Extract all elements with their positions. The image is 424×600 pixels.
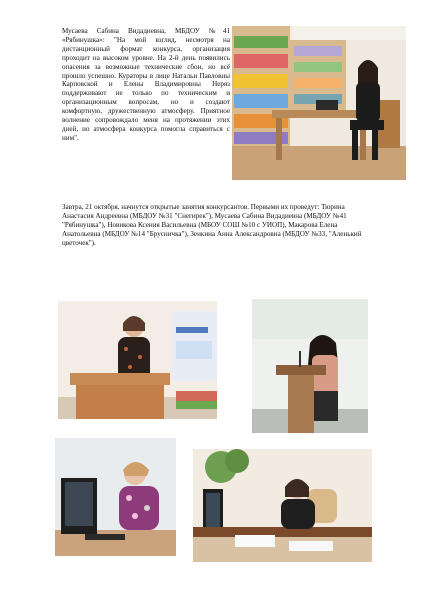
photo-contestant-at-lectern — [58, 301, 217, 419]
testimonial-quote: Мусаева Сабина Видадиевна, МБДОУ №41 «Рябинушка»: "На мой взгляд, несмотря на дистанционный формат конкурса, организация проходит на высоком уровне. На 2-й день появились опасения за возможные технические сбои, но всё прошло успешно. Кураторы в лице Натальи Павловны Карповской и Елены Владимировны Неряз поддерживают не только по техническим и организационным вопросам, но и создают комфортную, дружественную атмосферу. Приятное волнение сопровождало меня на протяжении этих дней, но атмосфера конкурса помогла справиться с ним". — [62, 27, 230, 142]
open-lessons-announcement: Завтра, 21 октября, начнутся открытые занятия конкурсантов. Первыми их проведут: Тюрина Анастасия Андреевна (МБДОУ №31 "Снегирек"), Мусаева Сабина Видадиевна (МБДОУ №41 "Рябинушка"), Новикова Ксения Васильевна (МБОУ СОШ №10 с УИОП), Макарова Елена Анатольевна (МБДОУ №14 "Брусничка"), Зенкина Анна Александровна (МБДОУ №33, "Аленький цветочек"). — [62, 203, 362, 248]
photo-contestant-at-computer — [55, 438, 176, 556]
photo-contestant-at-desk — [193, 449, 372, 562]
photo-contestant-seated-classroom — [232, 26, 406, 180]
photo-contestant-at-podium — [252, 299, 368, 433]
